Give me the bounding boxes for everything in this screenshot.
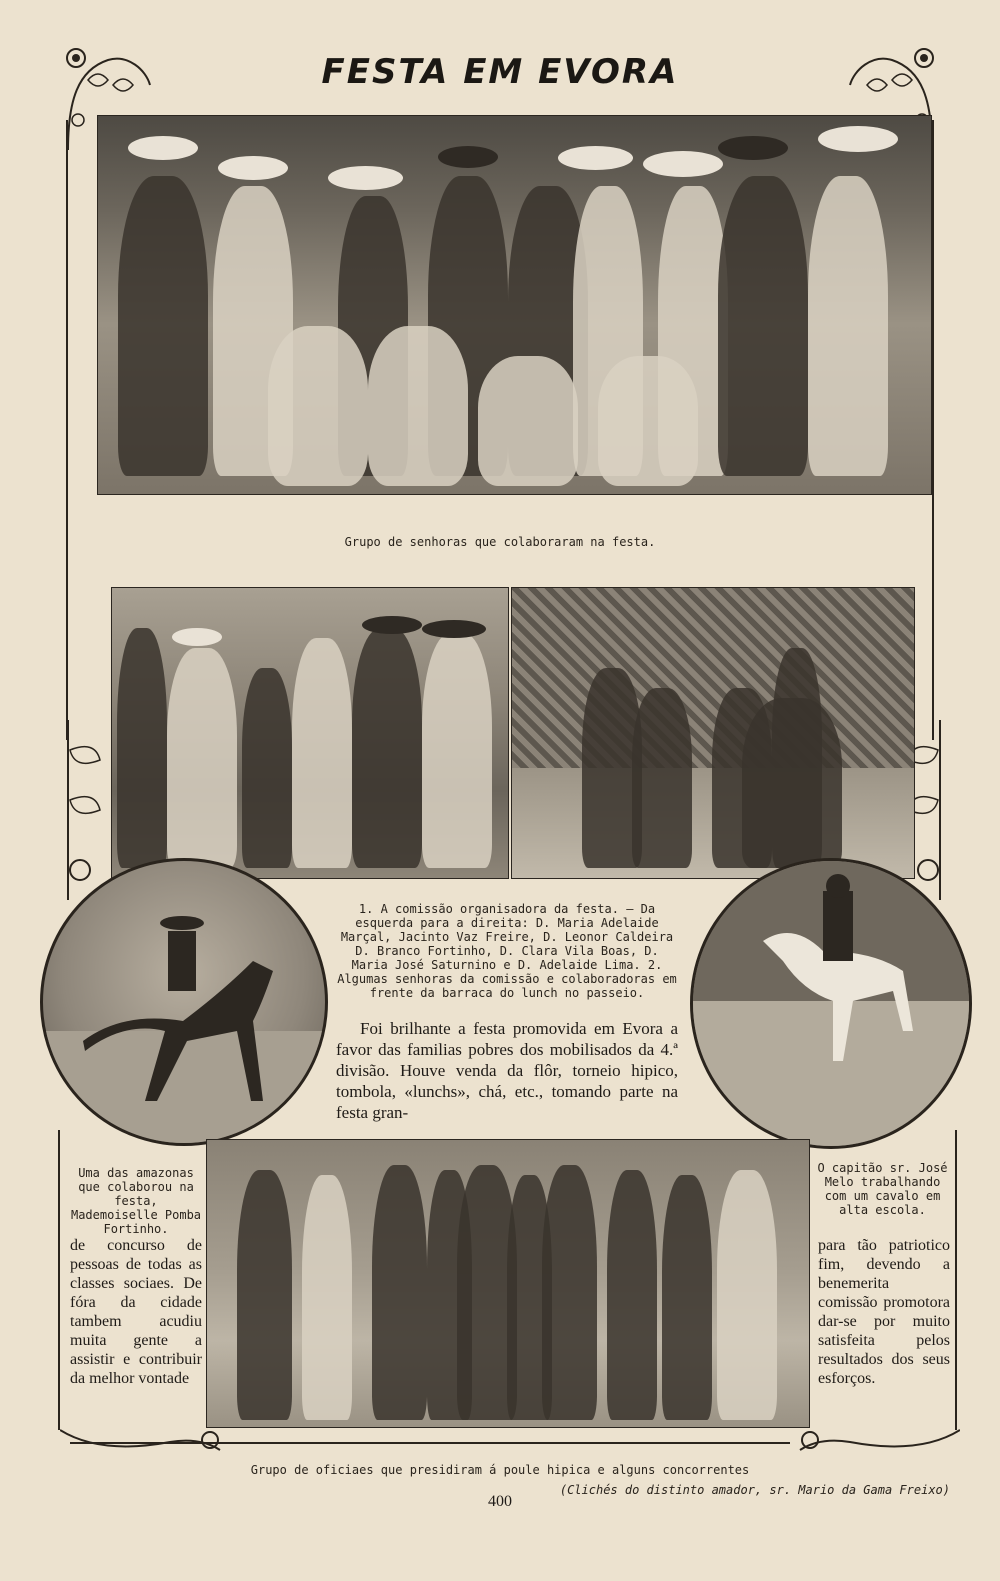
caption-commission: 1. A comissão organisadora da festa. — Da esquerda para a direita: D. Maria Adelaide Marçal, Jacinto Vaz Freire, D. Leonor Caldeira D. Branco Fortinho, D. Clara Vila Boas, D. Maria José Saturnino e D. Adelaide Lima. 2. Algumas senhoras da comissão e colaboradoras em frente da barraca do lunch no passeio.	[337, 902, 677, 1000]
scroll-ornament-right-icon	[790, 1420, 960, 1460]
caption-left-rider: Uma das amazonas que colaborou na festa, Mademoiselle Pomba Fortinho.	[70, 1166, 202, 1236]
photo-officers	[206, 1139, 810, 1428]
page-title: FESTA EM EVORA	[321, 52, 679, 92]
photo-group-of-ladies	[97, 115, 932, 495]
photo-left-rider	[40, 858, 328, 1146]
photo-commission	[111, 587, 509, 879]
frame-left-line	[66, 120, 68, 740]
frame-left-lower-line	[58, 1130, 60, 1430]
caption-officers: Grupo de oficiaes que presidiram á poule hipica e alguns concorrentes	[250, 1463, 750, 1477]
article-center-paragraph: Foi brilhante a festa promovida em Evora a favor das familias pobres dos mobilisados da 4.ª divisão. Houve venda da flôr, torneio hipico, tombola, «lunchs», chá, etc., tomando parte na festa gran-	[336, 1019, 678, 1122]
scroll-ornament-left-icon	[60, 1420, 230, 1460]
article-left-column: de concurso de pessoas de todas as classes sociaes. De fóra da cidade tambem acudiu muita gente a assistir e contribuir da melhor vontade	[70, 1237, 202, 1387]
caption-top-group: Grupo de senhoras que colaboraram na festa.	[344, 535, 656, 549]
article-right-column: para tão patriotico fim, devendo a benemerita comissão promotora dar-se por muito satisfeita pelos resultados dos seus esforços.	[818, 1237, 950, 1387]
caption-credits: (Clichés do distinto amador, sr. Mario da Gama Freixo)	[559, 1483, 950, 1497]
photo-right-rider	[690, 858, 972, 1149]
page-number: 400	[488, 1493, 512, 1510]
frame-right-lower-line	[955, 1130, 957, 1430]
photo-lunch-barraca	[511, 587, 915, 879]
frame-right-line	[932, 120, 934, 740]
leaf-ornament-left-icon	[58, 720, 108, 900]
caption-right-rider: O capitão sr. José Melo trabalhando com um cavalo em alta escola.	[817, 1161, 948, 1217]
